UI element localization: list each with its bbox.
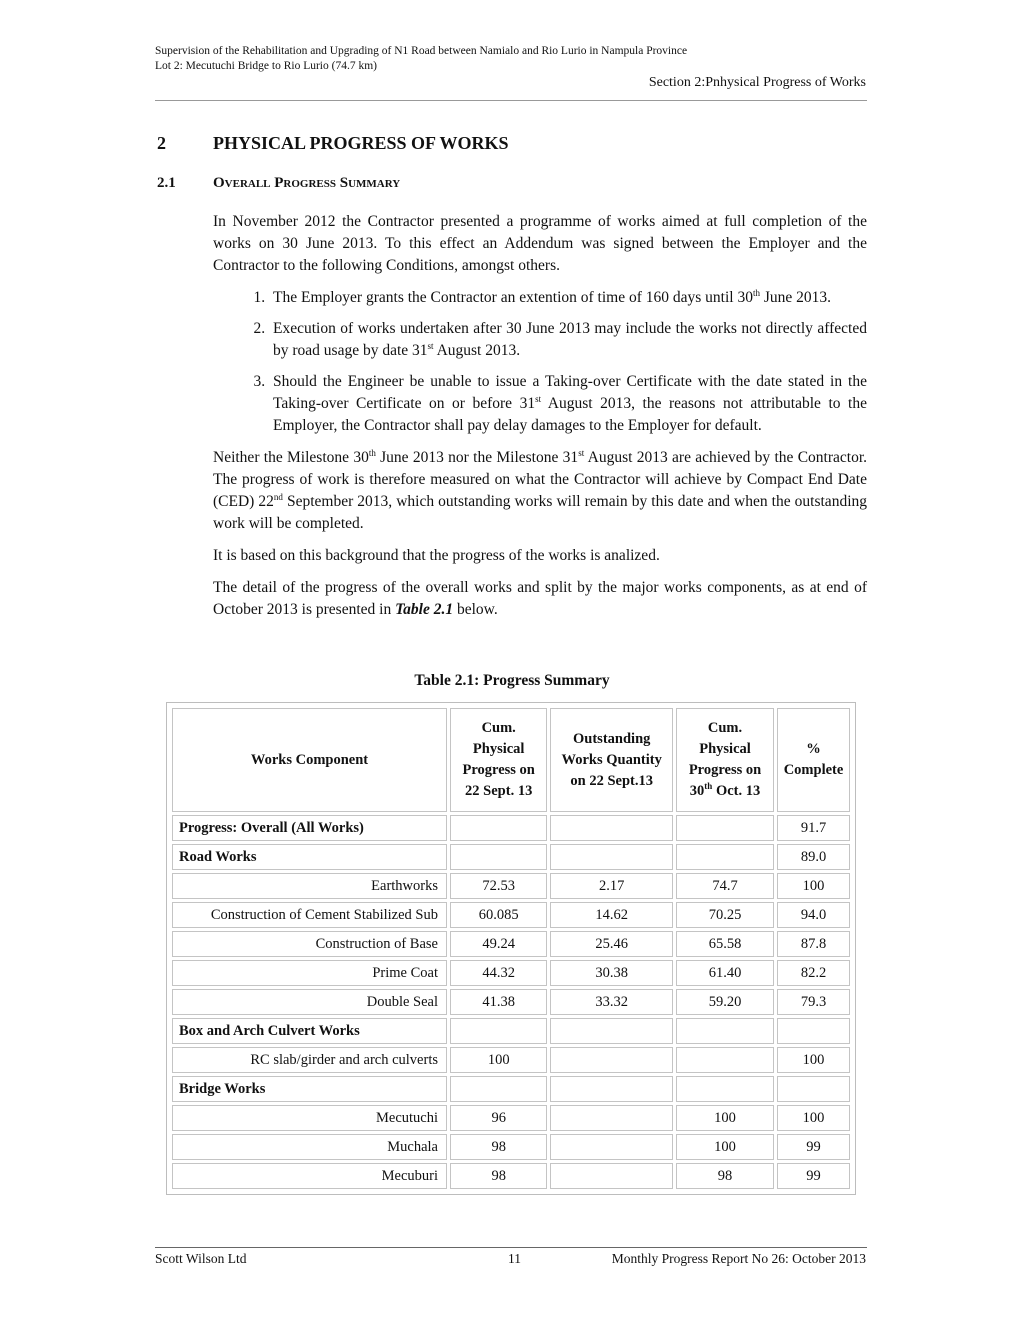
col-header-outstanding: Outstanding Works Quantity on 22 Sept.13 xyxy=(550,708,673,812)
table-row: RC slab/girder and arch culverts 100 100 xyxy=(172,1047,850,1073)
col-header-cum30: Cum. Physical Progress on 30th Oct. 13 xyxy=(676,708,774,812)
subsection-number: 2.1 xyxy=(157,175,176,191)
table-row: Construction of Base 49.24 25.46 65.58 87.8 xyxy=(172,931,850,957)
table-caption: Table 2.1: Progress Summary xyxy=(414,672,610,689)
header-section: Section 2:Pnhysical Progress of Works xyxy=(648,75,866,90)
table-row: Mecutuchi 96 100 100 xyxy=(172,1105,850,1131)
table-row: Road Works 89.0 xyxy=(172,844,850,870)
col-header-pct: % Complete xyxy=(777,708,850,812)
background-paragraph: It is based on this background that the progress of the works is analized. xyxy=(213,547,660,564)
table-row: Double Seal 41.38 33.32 59.20 79.3 xyxy=(172,989,850,1015)
table-row: Bridge Works xyxy=(172,1076,850,1102)
list-item: 1. The Employer grants the Contractor an extention of time of 160 days until 30th June 2013. xyxy=(269,287,867,309)
conditions-list xyxy=(213,287,867,437)
table-row: Mecuburi 98 98 99 xyxy=(172,1163,850,1189)
col-header-component: Works Component xyxy=(172,708,447,812)
header-project-title: Supervision of the Rehabilitation and Upgrading of N1 Road between Namialo and Rio Lurio in Nampula Province xyxy=(155,45,688,57)
footer-report-title: Monthly Progress Report No 26: October 2013 xyxy=(611,1251,866,1266)
subsection-title: Overall Progress Summary xyxy=(213,175,401,191)
detail-paragraph: The detail of the progress of the overall works and split by the major works components, as at end of October 2013 is presented in Table 2.1 below. xyxy=(213,579,867,618)
table-row: Progress: Overall (All Works) 91.7 xyxy=(172,815,850,841)
table-row: Box and Arch Culvert Works xyxy=(172,1018,850,1044)
list-item: 2. Execution of works undertaken after 30 June 2013 may include the works not directly affected by road usage by date 31st August 2013. xyxy=(269,318,867,362)
footer-rule xyxy=(155,1247,867,1248)
header-rule xyxy=(155,100,867,101)
table-header-row xyxy=(172,708,850,812)
table-row: Prime Coat 44.32 30.38 61.40 82.2 xyxy=(172,960,850,986)
table-reference: Table 2.1 xyxy=(395,601,454,618)
footer-page-number: 11 xyxy=(508,1251,521,1266)
milestone-paragraph: Neither the Milestone 30th June 2013 nor the Milestone 31st August 2013 are achieved by the Contractor. The progress of work is therefore measured on what the Contractor will achieve by Compact End Date (CED) 22nd September 2013, which outstanding works will remain by this date and when the outstanding work will be completed. xyxy=(213,447,867,532)
section-number: 2 xyxy=(157,133,166,153)
table-row: Earthworks 72.53 2.17 74.7 100 xyxy=(172,873,850,899)
table-row: Construction of Cement Stabilized Sub 60.085 14.62 70.25 94.0 xyxy=(172,902,850,928)
footer-company: Scott Wilson Ltd xyxy=(155,1251,247,1266)
col-header-cum22: Cum. Physical Progress on 22 Sept. 13 xyxy=(450,708,547,812)
intro-paragraph: In November 2012 the Contractor presented a programme of works aimed at full completion of the works on 30 June 2013. To this effect an Addendum was signed between the Employer and the Contractor to the following Conditions, amongst others. xyxy=(213,213,867,274)
list-item: 3. Should the Engineer be unable to issue a Taking-over Certificate with the date stated in the Taking-over Certificate on or before 31st August 2013, the reasons not attributable to the Employer, the Contractor shall pay delay damages to the Employer for default. xyxy=(269,371,867,437)
progress-summary-table xyxy=(169,705,853,1192)
progress-summary-table-wrapper xyxy=(166,702,856,1195)
header-lot: Lot 2: Mecutuchi Bridge to Rio Lurio (74.7 km) xyxy=(155,60,377,72)
table-row: Muchala 98 100 99 xyxy=(172,1134,850,1160)
section-title: PHYSICAL PROGRESS OF WORKS xyxy=(213,133,509,153)
body-text xyxy=(213,211,867,631)
